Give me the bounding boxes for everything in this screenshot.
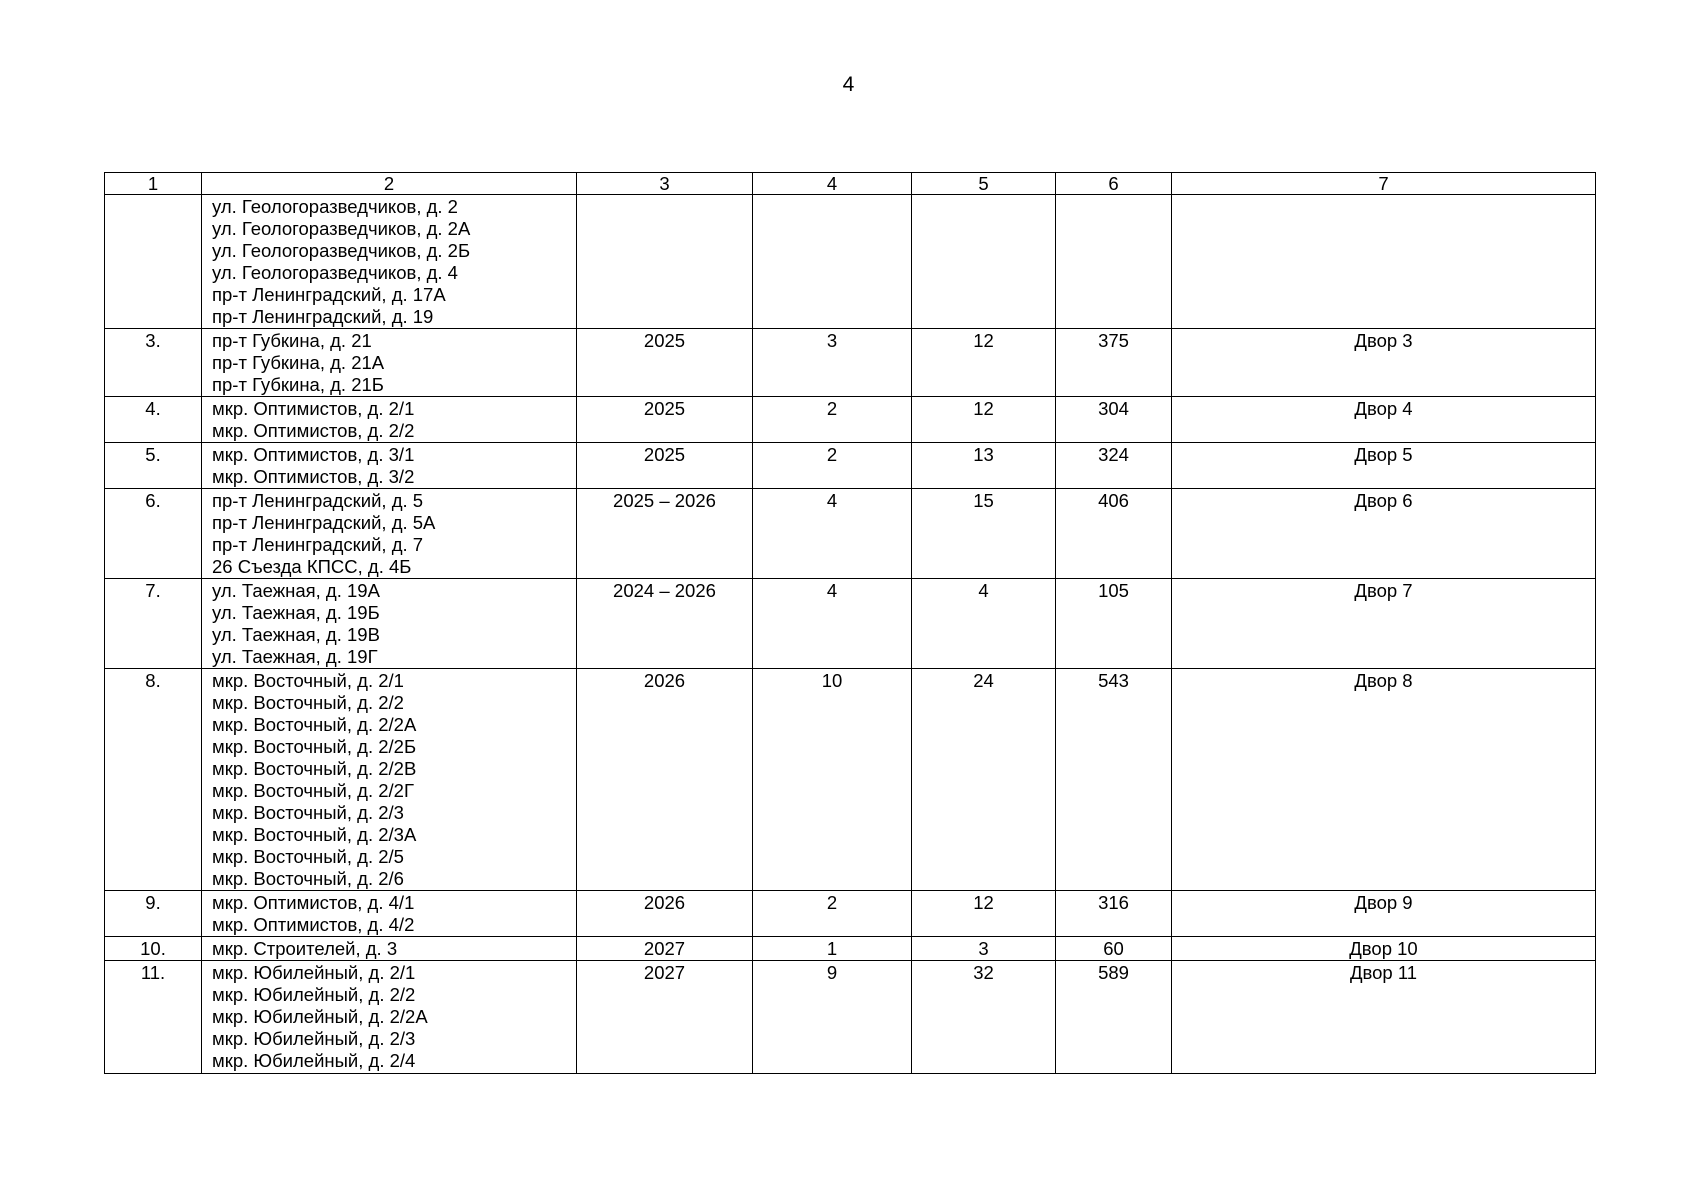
address-line: мкр. Оптимистов, д. 2/2 [212, 420, 415, 441]
address-line: мкр. Восточный, д. 2/2Б [212, 736, 417, 757]
row-number-cell: 5. [105, 443, 202, 489]
years-cell: 2025 [577, 329, 753, 397]
address-line: мкр. Восточный, д. 2/2 [212, 692, 404, 713]
table-row [105, 937, 1596, 961]
column-5-cell [912, 195, 1056, 329]
address-line: пр-т Ленинградский, д. 19 [212, 306, 434, 327]
yard-cell: Двор 11 [1172, 961, 1596, 1074]
address-cell [202, 891, 577, 937]
column-5-cell: 12 [912, 891, 1056, 937]
table-row [105, 579, 1596, 669]
column-5-cell: 3 [912, 937, 1056, 961]
row-number-cell: 11. [105, 961, 202, 1074]
column-4-cell: 4 [753, 579, 912, 669]
yard-cell: Двор 4 [1172, 397, 1596, 443]
address-line: мкр. Восточный, д. 2/2Г [212, 780, 414, 801]
years-cell: 2026 [577, 891, 753, 937]
yard-cell: Двор 3 [1172, 329, 1596, 397]
address-line: пр-т Губкина, д. 21Б [212, 374, 384, 395]
row-number-cell: 6. [105, 489, 202, 579]
address-line: ул. Геологоразведчиков, д. 2Б [212, 240, 471, 261]
table-row [105, 961, 1596, 1074]
column-6-cell [1056, 195, 1172, 329]
column-5-cell: 4 [912, 579, 1056, 669]
improvement-schedule-table [104, 172, 1596, 1074]
column-5-cell: 32 [912, 961, 1056, 1074]
address-line: мкр. Оптимистов, д. 2/1 [212, 398, 415, 419]
table-body [105, 195, 1596, 1074]
address-line: мкр. Строителей, д. 3 [212, 938, 398, 959]
address-line: пр-т Ленинградский, д. 7 [212, 534, 424, 555]
years-cell [577, 195, 753, 329]
column-6-cell: 543 [1056, 669, 1172, 891]
column-4-cell: 2 [753, 443, 912, 489]
column-5-cell: 15 [912, 489, 1056, 579]
address-line: пр-т Губкина, д. 21А [212, 352, 385, 373]
table-row [105, 443, 1596, 489]
yard-cell: Двор 8 [1172, 669, 1596, 891]
column-header-3: 3 [577, 173, 753, 195]
address-line: мкр. Восточный, д. 2/3А [212, 824, 417, 845]
column-6-cell: 589 [1056, 961, 1172, 1074]
years-cell: 2024 – 2026 [577, 579, 753, 669]
address-line: мкр. Юбилейный, д. 2/1 [212, 962, 416, 983]
column-6-cell: 304 [1056, 397, 1172, 443]
yard-cell: Двор 6 [1172, 489, 1596, 579]
row-number-cell: 10. [105, 937, 202, 961]
column-4-cell: 2 [753, 891, 912, 937]
address-line: ул. Таежная, д. 19В [212, 624, 380, 645]
row-number-cell: 8. [105, 669, 202, 891]
column-header-2: 2 [202, 173, 577, 195]
address-line: пр-т Губкина, д. 21 [212, 330, 372, 351]
address-line: мкр. Восточный, д. 2/2А [212, 714, 417, 735]
column-6-cell: 324 [1056, 443, 1172, 489]
address-line: мкр. Оптимистов, д. 4/2 [212, 914, 415, 935]
column-4-cell: 9 [753, 961, 912, 1074]
yard-cell [1172, 195, 1596, 329]
column-header-7: 7 [1172, 173, 1596, 195]
address-line: ул. Геологоразведчиков, д. 4 [212, 262, 458, 283]
address-cell [202, 195, 577, 329]
yard-cell: Двор 9 [1172, 891, 1596, 937]
table-row [105, 891, 1596, 937]
column-header-1: 1 [105, 173, 202, 195]
column-4-cell [753, 195, 912, 329]
address-cell [202, 937, 577, 961]
address-line: ул. Таежная, д. 19Б [212, 602, 380, 623]
address-line: пр-т Ленинградский, д. 17А [212, 284, 446, 305]
column-header-4: 4 [753, 173, 912, 195]
yard-cell: Двор 5 [1172, 443, 1596, 489]
address-line: мкр. Восточный, д. 2/1 [212, 670, 404, 691]
table-row [105, 195, 1596, 329]
address-line: мкр. Оптимистов, д. 3/2 [212, 466, 415, 487]
row-number-cell: 7. [105, 579, 202, 669]
page-number: 4 [842, 73, 855, 96]
table-row [105, 489, 1596, 579]
row-number-cell: 4. [105, 397, 202, 443]
address-cell [202, 669, 577, 891]
column-5-cell: 13 [912, 443, 1056, 489]
table-row [105, 329, 1596, 397]
address-line: мкр. Юбилейный, д. 2/3 [212, 1028, 416, 1049]
column-5-cell: 12 [912, 329, 1056, 397]
header-row [105, 173, 1596, 195]
address-cell [202, 961, 577, 1074]
column-5-cell: 12 [912, 397, 1056, 443]
address-line: ул. Геологоразведчиков, д. 2 [212, 196, 458, 217]
address-line: мкр. Восточный, д. 2/6 [212, 868, 404, 889]
row-number-cell [105, 195, 202, 329]
row-number-cell: 9. [105, 891, 202, 937]
years-cell: 2025 [577, 443, 753, 489]
column-5-cell: 24 [912, 669, 1056, 891]
address-line: мкр. Оптимистов, д. 4/1 [212, 892, 415, 913]
column-4-cell: 10 [753, 669, 912, 891]
column-6-cell: 406 [1056, 489, 1172, 579]
column-4-cell: 4 [753, 489, 912, 579]
yard-cell: Двор 7 [1172, 579, 1596, 669]
address-cell [202, 329, 577, 397]
column-4-cell: 2 [753, 397, 912, 443]
address-line: ул. Таежная, д. 19Г [212, 646, 378, 667]
address-line: ул. Геологоразведчиков, д. 2А [212, 218, 471, 239]
years-cell: 2025 – 2026 [577, 489, 753, 579]
column-6-cell: 316 [1056, 891, 1172, 937]
column-header-5: 5 [912, 173, 1056, 195]
column-6-cell: 105 [1056, 579, 1172, 669]
years-cell: 2027 [577, 937, 753, 961]
address-line: ул. Таежная, д. 19А [212, 580, 380, 601]
address-line: мкр. Восточный, д. 2/5 [212, 846, 404, 867]
address-line: пр-т Ленинградский, д. 5 [212, 490, 424, 511]
address-cell [202, 579, 577, 669]
yard-cell: Двор 10 [1172, 937, 1596, 961]
years-cell: 2025 [577, 397, 753, 443]
address-line: мкр. Юбилейный, д. 2/2А [212, 1006, 428, 1027]
address-cell [202, 443, 577, 489]
address-line: мкр. Юбилейный, д. 2/4 [212, 1050, 416, 1071]
address-line: 26 Съезда КПСС, д. 4Б [212, 556, 412, 577]
table-row [105, 397, 1596, 443]
column-6-cell: 60 [1056, 937, 1172, 961]
address-line: мкр. Оптимистов, д. 3/1 [212, 444, 415, 465]
years-cell: 2026 [577, 669, 753, 891]
column-4-cell: 3 [753, 329, 912, 397]
row-number-cell: 3. [105, 329, 202, 397]
address-line: мкр. Восточный, д. 2/2В [212, 758, 417, 779]
years-cell: 2027 [577, 961, 753, 1074]
column-header-6: 6 [1056, 173, 1172, 195]
column-4-cell: 1 [753, 937, 912, 961]
address-line: мкр. Восточный, д. 2/3 [212, 802, 404, 823]
address-cell [202, 397, 577, 443]
table-row [105, 669, 1596, 891]
address-cell [202, 489, 577, 579]
column-6-cell: 375 [1056, 329, 1172, 397]
address-line: пр-т Ленинградский, д. 5А [212, 512, 436, 533]
address-line: мкр. Юбилейный, д. 2/2 [212, 984, 416, 1005]
